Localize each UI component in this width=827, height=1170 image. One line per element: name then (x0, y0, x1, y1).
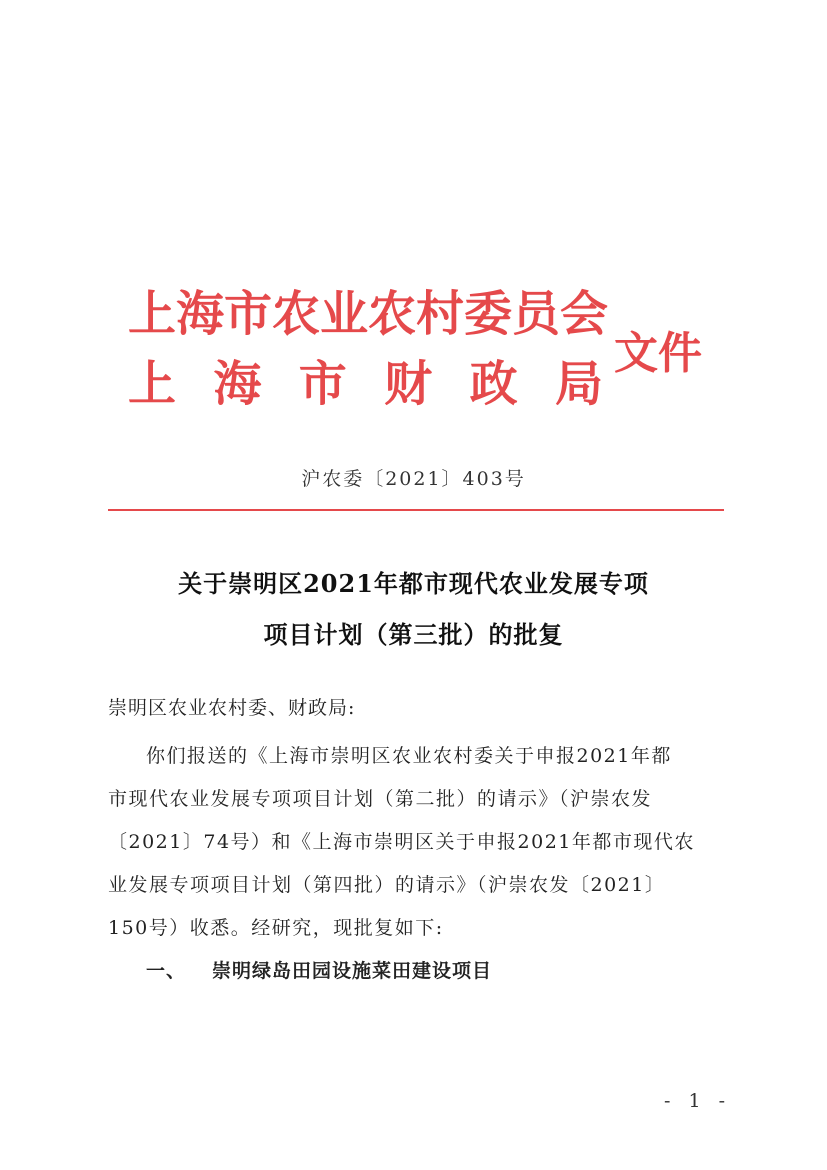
body-line: 你们报送的《上海市崇明区农业农村委关于申报2021年都 (146, 745, 672, 767)
body-line: 150号）收悉。经研究，现批复如下: (108, 917, 444, 939)
salutation: 崇明区农业农村委、财政局: (108, 697, 356, 719)
body-line: 市现代农业发展专项项目计划（第二批）的请示》（沪崇农发 (108, 788, 653, 810)
body-line: 业发展专项项目计划（第四批）的请示》（沪崇农发〔2021〕 (108, 874, 666, 896)
section-heading-1 (146, 956, 492, 983)
section-number: 一、 (146, 960, 187, 982)
red-divider (108, 509, 724, 511)
document-number: 沪农委〔2021〕403号 (301, 468, 526, 490)
title-line-1: 关于崇明区2021年都市现代农业发展专项 (178, 569, 649, 598)
issuer-line-2 (128, 356, 603, 412)
title-line-2: 项目计划（第三批）的批复 (263, 620, 564, 649)
issuer-char: 海 (213, 356, 262, 412)
issuer-line-1: 上海市农业农村委员会 (128, 286, 609, 342)
section-title: 崇明绿岛田园设施菜田建设项目 (212, 960, 493, 982)
issuer-char: 局 (554, 356, 603, 412)
issuer-char: 市 (298, 356, 347, 412)
issuer-char: 财 (384, 356, 433, 412)
body-line: 〔2021〕74号）和《上海市崇明区关于申报2021年都市现代农 (108, 831, 695, 853)
page-number: - 1 - (664, 1090, 732, 1112)
issuer-char: 政 (469, 356, 518, 412)
issuer-char: 上 (128, 356, 177, 412)
document-kind: 文件 (614, 328, 702, 379)
